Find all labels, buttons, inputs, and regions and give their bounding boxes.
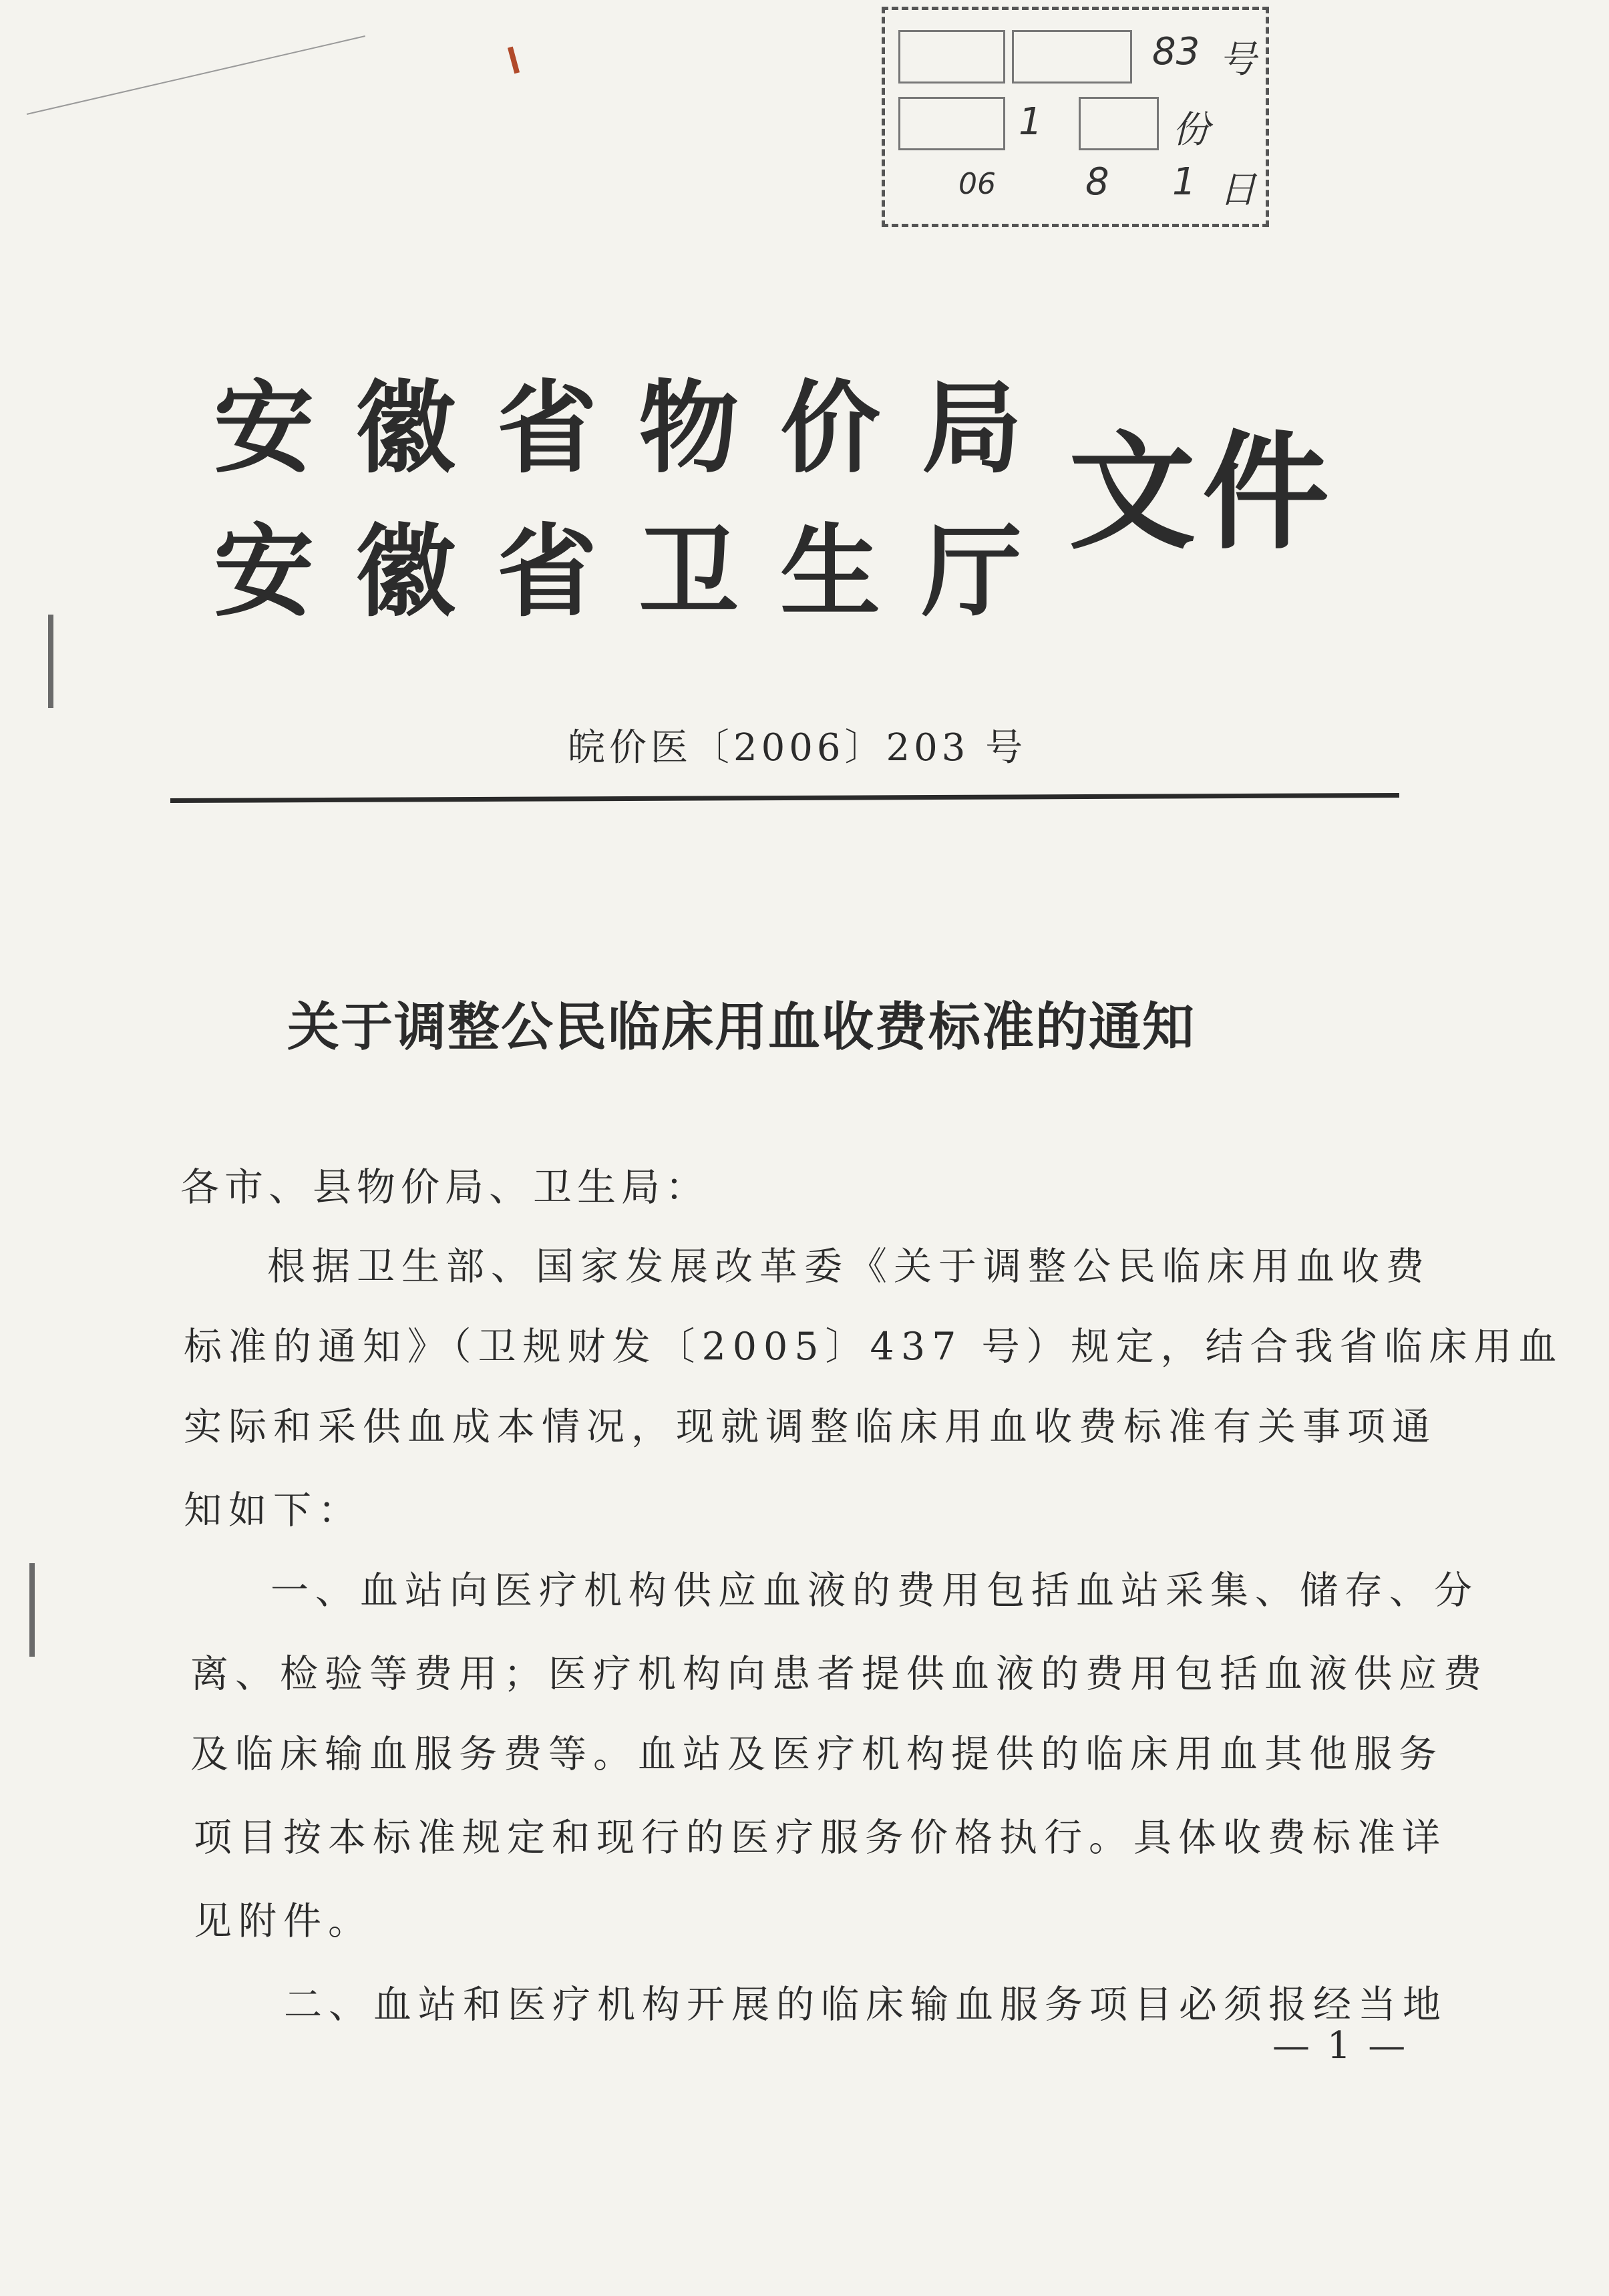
stamp-number-suffix: 号	[1219, 38, 1256, 81]
document-number: 皖价医〔2006〕203 号	[568, 726, 1027, 770]
stamp-copies: 1	[1019, 100, 1043, 144]
binding-mark-bottom	[29, 1563, 35, 1657]
body-line: 知如下：	[184, 1488, 363, 1532]
body-line: 及临床输血服务费等。血站及医疗机构提供的临床用血其他服务	[190, 1732, 1443, 1776]
binding-mark-top	[48, 615, 53, 708]
scan-crease-line	[27, 35, 365, 115]
stamp-copies-suffix: 份	[1172, 108, 1210, 152]
receipt-stamp	[882, 7, 1269, 227]
body-line: 标准的通知》（卫规财发〔2005〕437 号）规定，结合我省临床用血	[184, 1325, 1564, 1369]
document-word: 文件	[1069, 418, 1336, 566]
body-line: 实际和采供血成本情况，现就调整临床用血收费标准有关事项通	[184, 1405, 1437, 1449]
stamp-date-day: 1	[1172, 160, 1196, 204]
addressee: 各市、县物价局、卫生局：	[180, 1164, 710, 1210]
body-line: 根据卫生部、国家发展改革委《关于调整公民临床用血收费	[267, 1245, 1431, 1289]
body-line: 见附件。	[194, 1899, 373, 1943]
issuer-name-health-department: 安徽省卫生厅	[214, 513, 1064, 631]
body-line: 离、检验等费用；医疗机构向患者提供血液的费用包括血液供应费	[190, 1652, 1488, 1696]
stamp-date-month: 8	[1085, 160, 1109, 204]
document-title: 关于调整公民临床用血收费标准的通知	[287, 997, 1196, 1057]
body-line: 项目按本标准规定和现行的医疗服务价格执行。具体收费标准详	[194, 1816, 1447, 1860]
body-line: 二、血站和医疗机构开展的临床输血服务项目必须报经当地	[284, 1983, 1447, 2027]
stamp-date-suffix: 日	[1219, 168, 1256, 212]
red-ink-mark	[508, 47, 520, 74]
stamp-number: 83	[1152, 30, 1200, 73]
body-line: 一、血站向医疗机构供应血液的费用包括血站采集、储存、分	[271, 1569, 1479, 1613]
stamp-date-year: 06	[958, 167, 996, 201]
issuer-name-price-bureau: 安徽省物价局	[214, 369, 1064, 487]
page-number: — 1 —	[1272, 2024, 1409, 2068]
header-rule	[170, 793, 1399, 803]
